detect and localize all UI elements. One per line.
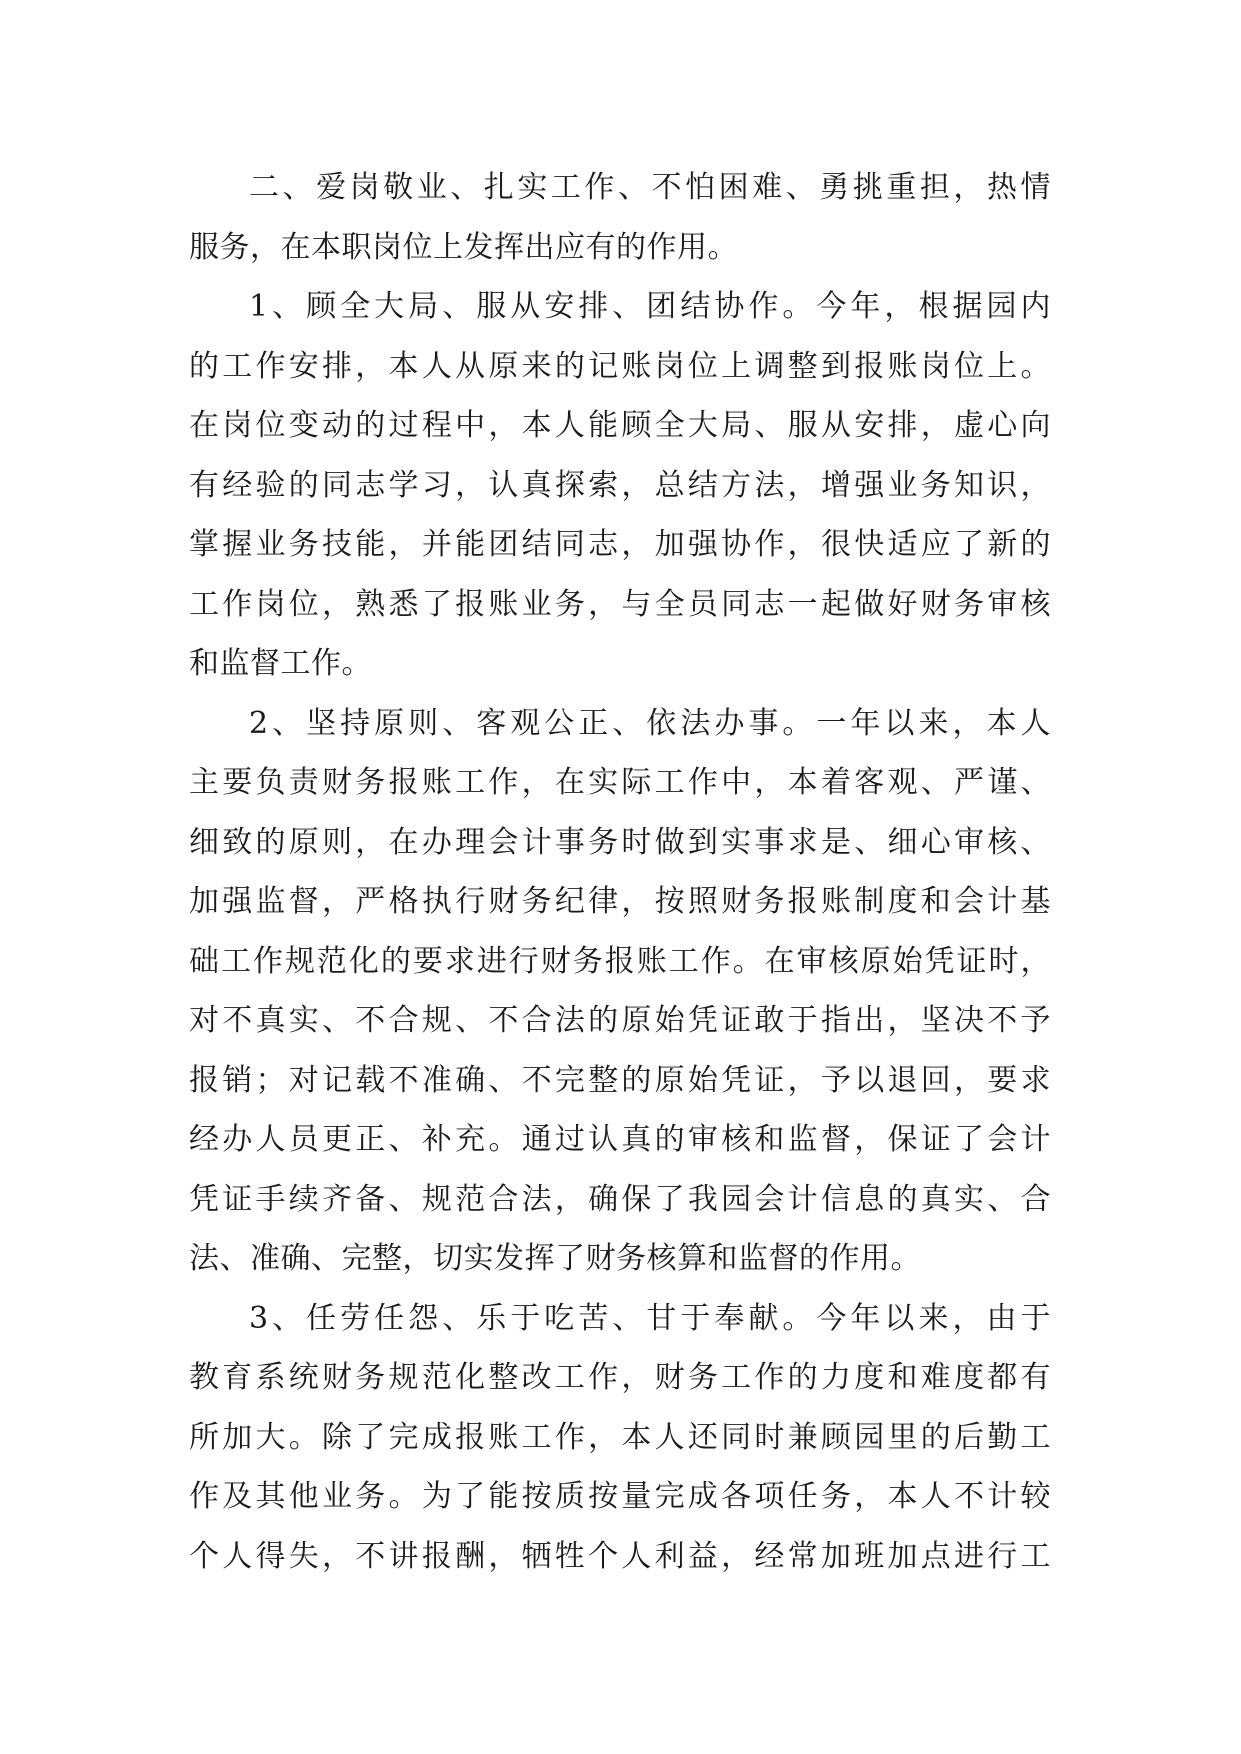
- text-line: 对不真实、不合规、不合法的原始凭证敢于指出，坚决不予: [189, 1003, 1051, 1038]
- text-line: 有经验的同志学习，认真探索，总结方法，增强业务知识，: [189, 467, 1051, 503]
- text-line: 服务，在本职岗位上发挥出应有的作用。: [189, 229, 738, 265]
- text-line: 作及其他业务。为了能按质按量完成各项任务，本人不计较: [189, 1479, 1051, 1514]
- text-line: 二、爱岗敬业、扎实工作、不怕困难、勇挑重担，热情: [249, 170, 1051, 205]
- document-body: [189, 158, 1051, 1586]
- text-line: 所加大。除了完成报账工作，本人还同时兼顾园里的后勤工: [189, 1419, 1051, 1455]
- text-line: 细致的原则，在办理会计事务时做到实事求是、细心审核、: [189, 824, 1051, 860]
- text-line: 1、顾全大局、服从安排、团结协作。今年，根据园内: [249, 289, 1051, 324]
- text-line: 在岗位变动的过程中，本人能顾全大局、服从安排，虚心向: [189, 408, 1051, 443]
- text-line: 工作岗位，熟悉了报账业务，与全员同志一起做好财务审核: [189, 586, 1051, 622]
- text-line: 掌握业务技能，并能团结同志，加强协作，很快适应了新的: [189, 527, 1051, 562]
- text-line: 凭证手续齐备、规范合法，确保了我园会计信息的真实、合: [189, 1181, 1051, 1217]
- text-line: 的工作安排，本人从原来的记账岗位上调整到报账岗位上。: [189, 348, 1051, 384]
- text-line: 加强监督，严格执行财务纪律，按照财务报账制度和会计基: [189, 884, 1051, 919]
- text-line: 法、准确、完整，切实发挥了财务核算和监督的作用。: [189, 1241, 921, 1276]
- text-line: 教育系统财务规范化整改工作，财务工作的力度和难度都有: [189, 1360, 1051, 1395]
- text-line: 2、坚持原则、客观公正、依法办事。一年以来，本人: [249, 705, 1051, 741]
- text-line: 个人得失，不讲报酬，牺牲个人利益，经常加班加点进行工: [189, 1538, 1051, 1574]
- text-line: 和监督工作。: [189, 646, 372, 681]
- text-line: 报销；对记载不准确、不完整的原始凭证，予以退回，要求: [189, 1062, 1051, 1098]
- text-line: 经办人员更正、补充。通过认真的审核和监督，保证了会计: [189, 1122, 1051, 1157]
- text-line: 3、任劳任怨、乐于吃苦、甘于奉献。今年以来，由于: [249, 1300, 1051, 1336]
- text-line: 主要负责财务报账工作，在实际工作中，本着客观、严谨、: [189, 765, 1051, 800]
- text-line: 础工作规范化的要求进行财务报账工作。在审核原始凭证时，: [189, 943, 1051, 979]
